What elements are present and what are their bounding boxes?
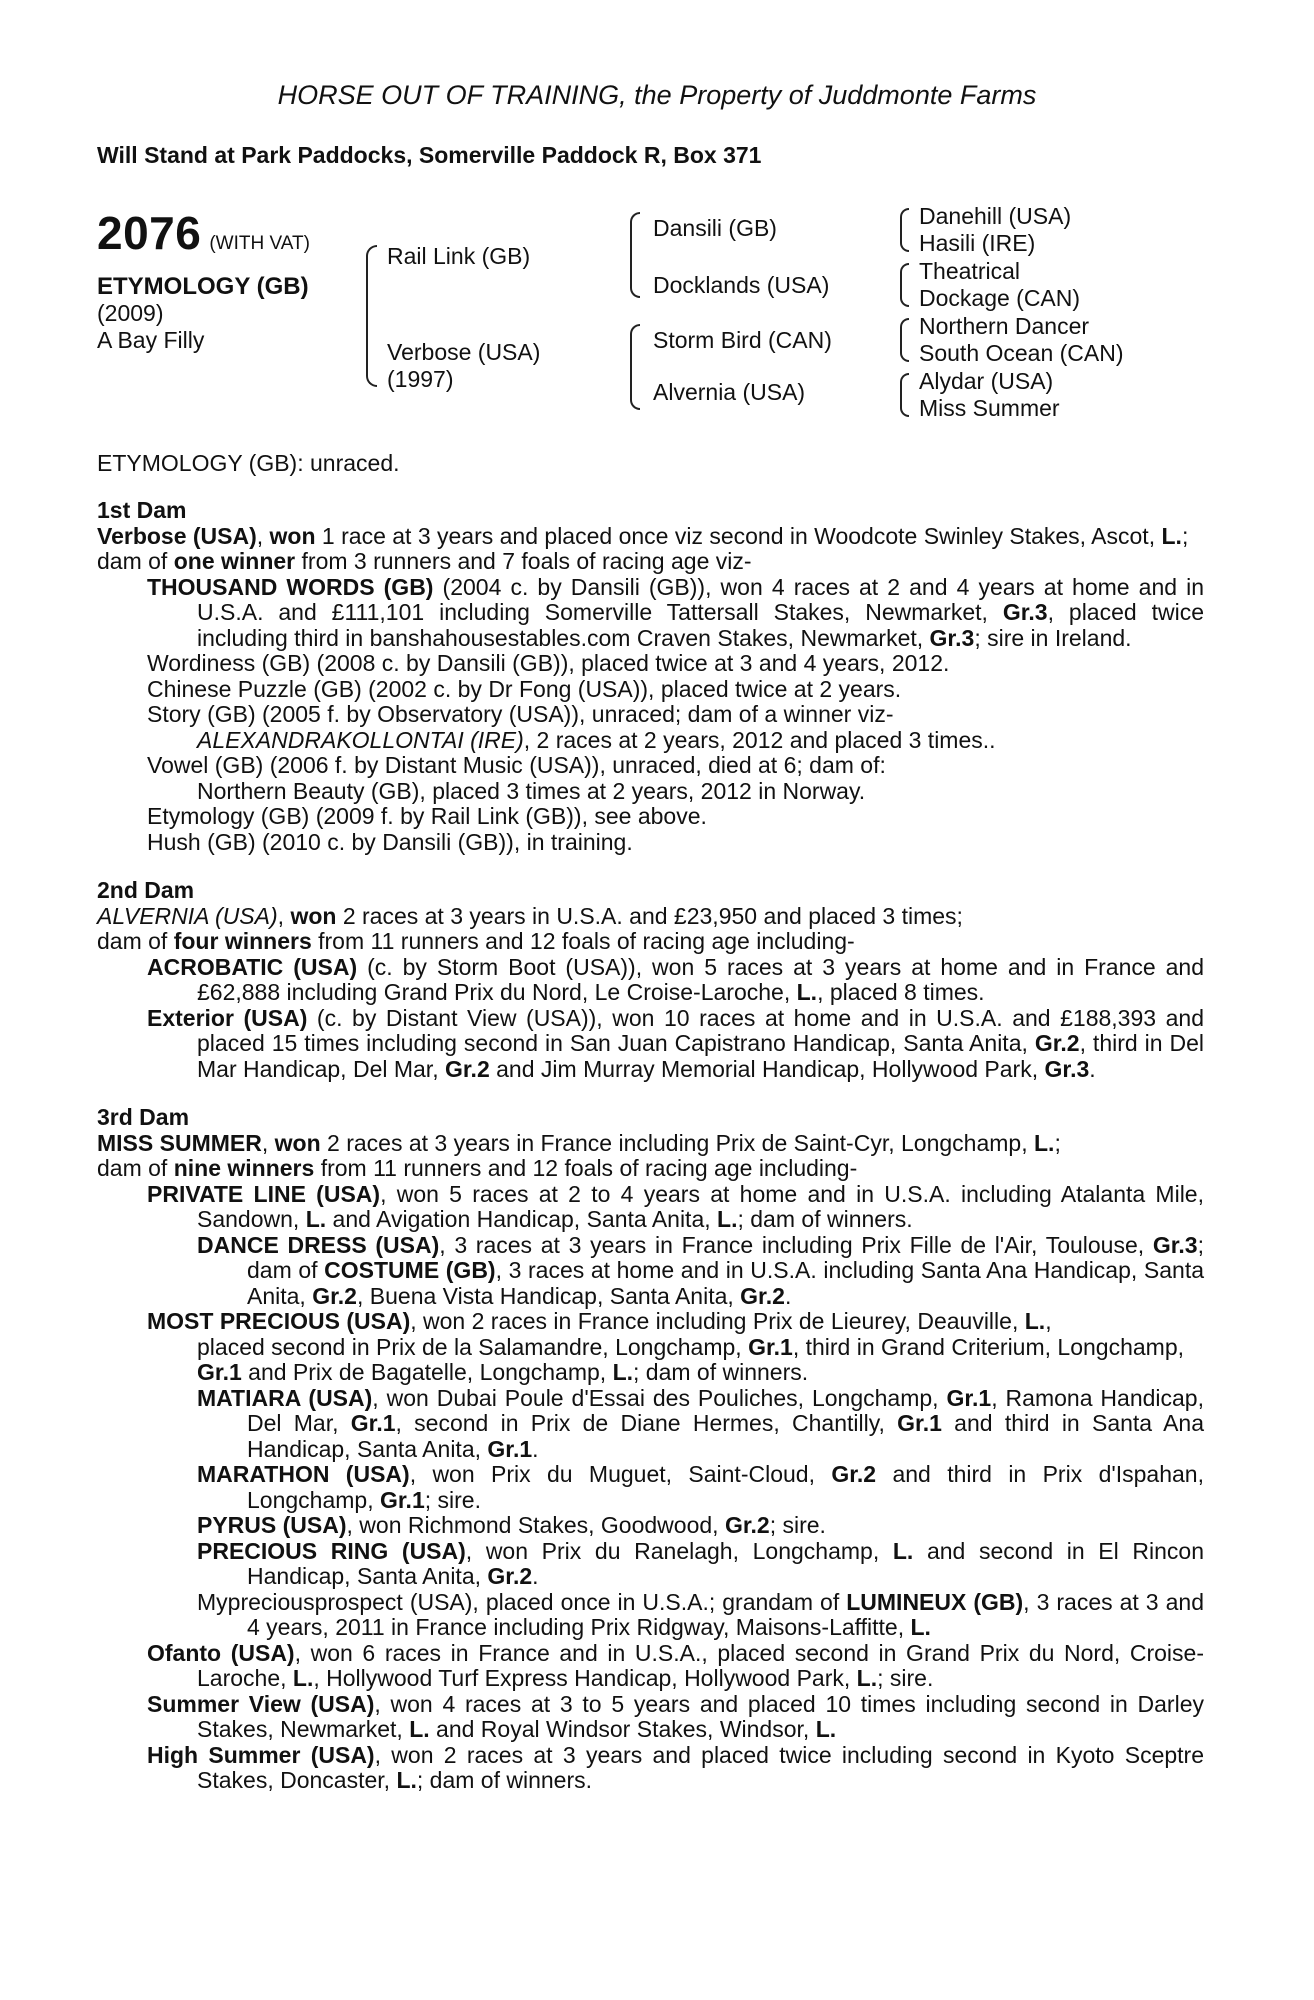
text-segment: L.: [910, 1614, 931, 1640]
text-segment: , won Prix du Ranelagh, Longchamp,: [465, 1537, 893, 1564]
text-segment: Northern Beauty (GB), placed 3 times at 2 years, 2012 in Norway.: [197, 777, 866, 804]
text-segment: PYRUS (USA): [197, 1512, 347, 1538]
text-segment: ,: [277, 902, 291, 929]
text-segment: MATIARA (USA): [197, 1384, 373, 1411]
text-segment: Gr.2: [444, 1055, 490, 1082]
text-segment: , placed 8 times.: [817, 979, 985, 1005]
produce-entry: [97, 1335, 1204, 1386]
text-segment: and third in Santa Ana Handicap, Santa Anita,: [247, 1410, 1204, 1462]
text-segment: nine winners: [173, 1155, 315, 1181]
text-segment: , second in Prix de Diane Hermes, Chantilly,: [395, 1410, 898, 1436]
text-segment: Gr.2: [487, 1563, 533, 1589]
pedigree-dam-sire: Storm Bird (CAN): [653, 327, 832, 353]
text-segment: ACROBATIC (USA): [147, 953, 358, 980]
produce-list: [97, 1182, 1204, 1794]
text-segment: Gr.2: [312, 1282, 357, 1309]
text-segment: L.: [815, 1716, 837, 1742]
text-segment: Gr.1: [197, 1359, 242, 1385]
text-segment: Gr.3: [1152, 1231, 1198, 1258]
text-segment: Gr.2: [831, 1461, 877, 1487]
text-segment: , 2 races at 2 years, 2012 and placed 3 times..: [523, 726, 996, 753]
pedigree-gen3-6: South Ocean (CAN): [919, 340, 1124, 366]
text-segment: , Hollywood Turf Express Handicap, Hollywood Park,: [313, 1665, 857, 1691]
text-segment: 1 race at 3 years and placed once viz second in Woodcote Swinley Stakes, Ascot,: [315, 522, 1162, 549]
pedigree-dam-dam: Alvernia (USA): [653, 379, 806, 405]
text-segment: Exterior (USA): [147, 1004, 308, 1031]
text-segment: won: [290, 902, 337, 929]
horse-year: (2009): [97, 300, 164, 326]
lot-heading: [97, 206, 310, 260]
text-segment: dam of: [97, 928, 174, 954]
text-segment: , Buena Vista Handicap, Santa Anita,: [356, 1282, 741, 1309]
text-segment: Verbose (USA): [97, 522, 257, 549]
text-segment: L.: [856, 1665, 878, 1691]
dam-intro-line: [97, 549, 1204, 575]
text-segment: , won 4 races at 3 to 5 years and placed 10 times including second in Darley Stakes, Newmarket,: [197, 1690, 1204, 1742]
second-dam-section: [97, 878, 1204, 1082]
third-dam-section: [97, 1105, 1204, 1794]
text-segment: (2004 c. by Dansili (GB)), won 4 races at 2 and 4 years at home and in U.S.A. and £111,101 including Somerville Tattersall Stakes, Newmarket,: [197, 573, 1205, 625]
text-segment: , 3 races at home and in U.S.A. including Santa Ana Handicap, Santa Anita,: [247, 1257, 1204, 1309]
text-segment: Gr.3: [1044, 1055, 1090, 1082]
text-segment: .: [532, 1563, 539, 1589]
pedigree-bracket: [366, 245, 377, 387]
text-segment: , 3 races at 3 and 4 years, 2011 in France including Prix Ridgway, Maisons-Laffitte,: [247, 1588, 1204, 1640]
pedigree-dam-year: (1997): [387, 366, 454, 392]
text-segment: ,: [256, 522, 270, 549]
text-segment: Gr.2: [724, 1512, 770, 1538]
text-segment: COSTUME (GB): [324, 1257, 496, 1283]
text-segment: 2 races at 3 years in U.S.A. and £23,950 and placed 3 times;: [336, 902, 963, 929]
produce-entry: [97, 651, 1204, 677]
pedigree-bracket: [900, 263, 909, 307]
text-segment: Gr.1: [897, 1410, 942, 1436]
lot-number: 2076: [97, 207, 202, 259]
text-segment: Gr.3: [929, 624, 975, 651]
text-segment: ALEXANDRAKOLLONTAI (IRE): [197, 726, 524, 753]
text-segment: from 3 runners and 7 foals of racing age viz-: [295, 548, 752, 574]
produce-entry: [97, 955, 1204, 1006]
pedigree-gen3-8: Miss Summer: [919, 395, 1060, 421]
pedigree-gen3-7: Alydar (USA): [919, 368, 1054, 394]
racing-record: ETYMOLOGY (GB): unraced.: [97, 450, 400, 476]
dam-intro: [97, 904, 1204, 955]
text-segment: Gr.1: [946, 1384, 992, 1411]
text-segment: and Prix de Bagatelle, Longchamp,: [241, 1359, 613, 1385]
produce-entry: [97, 1743, 1204, 1794]
produce-entry: [97, 830, 1204, 856]
pedigree-gen3-5: Northern Dancer: [919, 313, 1090, 339]
text-segment: ; sire.: [769, 1512, 826, 1538]
text-segment: ; dam of winners.: [737, 1206, 913, 1232]
text-segment: THOUSAND WORDS (GB): [147, 573, 434, 600]
produce-entry: [97, 1233, 1204, 1310]
produce-entry: [97, 779, 1204, 805]
text-segment: Gr.2: [1034, 1030, 1080, 1056]
text-segment: High Summer (USA): [147, 1741, 375, 1768]
text-segment: DANCE DRESS (USA): [197, 1231, 440, 1258]
dam-intro-line: [97, 1131, 1204, 1157]
produce-entry: [97, 728, 1204, 754]
produce-entry: [97, 1513, 1204, 1539]
text-segment: ;: [1054, 1129, 1061, 1156]
text-segment: , third in Del Mar Handicap, Del Mar,: [197, 1030, 1204, 1082]
produce-entry: [97, 753, 1204, 779]
text-segment: placed second in Prix de la Salamandre, Longchamp,: [197, 1333, 749, 1360]
dam-intro: [97, 1131, 1204, 1182]
produce-record: [97, 498, 1204, 1794]
text-segment: , won 2 races in France including Prix de Lieurey, Deauville,: [410, 1308, 1025, 1334]
pedigree-gen3-3: Theatrical: [919, 258, 1020, 284]
text-segment: Gr.1: [487, 1435, 533, 1462]
text-segment: ,: [1045, 1308, 1052, 1334]
dam-intro-line: [97, 929, 1204, 955]
text-segment: L.: [292, 1665, 314, 1691]
text-segment: from 11 runners and 12 foals of racing age including-: [311, 928, 855, 954]
pedigree-dam: Verbose (USA): [387, 339, 541, 365]
vat-note: (WITH VAT): [209, 233, 310, 254]
text-segment: Etymology (GB) (2009 f. by Rail Link (GB)), see above.: [147, 803, 707, 829]
section-heading: 1st Dam: [97, 497, 187, 523]
text-segment: .: [532, 1435, 539, 1462]
dam-intro-line: [97, 904, 1204, 930]
text-segment: Gr.1: [379, 1486, 425, 1513]
text-segment: L.: [1161, 522, 1182, 549]
dam-intro: [97, 524, 1204, 575]
text-segment: L.: [892, 1537, 914, 1564]
first-dam-section: [97, 498, 1204, 855]
text-segment: , placed twice including third in banshahousestables.com Craven Stakes, Newmarket,: [197, 599, 1204, 651]
text-segment: ; dam of winners.: [633, 1359, 809, 1385]
text-segment: ; sire.: [877, 1665, 934, 1691]
text-segment: , won 2 races at 3 years and placed twice including second in Kyoto Sceptre Stakes, Doncaster,: [197, 1741, 1205, 1793]
text-segment: MOST PRECIOUS (USA): [147, 1308, 411, 1334]
pedigree-bracket: [630, 212, 640, 298]
text-segment: from 11 runners and 12 foals of racing age including-: [314, 1155, 858, 1181]
text-segment: .: [784, 1282, 792, 1309]
text-segment: won: [269, 522, 316, 549]
text-segment: MISS SUMMER: [97, 1129, 262, 1156]
text-segment: Gr.3: [1002, 599, 1048, 625]
produce-entry: [97, 1309, 1204, 1335]
text-segment: Mypreciousprospect (USA), placed once in U.S.A.; grandam of: [197, 1588, 847, 1615]
text-segment: and second in El Rincon Handicap, Santa Anita,: [247, 1537, 1204, 1589]
text-segment: dam of: [97, 548, 174, 574]
produce-entry: [97, 1692, 1204, 1743]
pedigree-bracket: [900, 318, 909, 362]
text-segment: four winners: [173, 928, 312, 954]
pedigree-gen3-4: Dockage (CAN): [919, 285, 1081, 311]
section-heading: 2nd Dam: [97, 877, 195, 903]
produce-entry: [97, 1006, 1204, 1083]
produce-entry: [97, 1462, 1204, 1513]
text-segment: L.: [396, 1767, 417, 1793]
text-segment: Gr.1: [748, 1333, 793, 1360]
pedigree-gen3-1: Danehill (USA): [919, 203, 1072, 229]
text-segment: LUMINEUX (GB): [846, 1588, 1024, 1615]
text-segment: Vowel (GB) (2006 f. by Distant Music (USA)), unraced, died at 6; dam of:: [147, 752, 886, 778]
pedigree-sire: Rail Link (GB): [387, 243, 531, 269]
text-segment: ;: [1181, 522, 1189, 549]
text-segment: and Avigation Handicap, Santa Anita,: [326, 1206, 718, 1232]
text-segment: MARATHON (USA): [197, 1461, 410, 1487]
text-segment: L.: [1033, 1129, 1055, 1156]
text-segment: Hush (GB) (2010 c. by Dansili (GB)), in training.: [147, 828, 633, 855]
text-segment: L.: [717, 1206, 738, 1232]
text-segment: .: [1089, 1055, 1096, 1082]
pedigree-sire-dam: Docklands (USA): [653, 272, 830, 298]
produce-entry: [97, 702, 1204, 728]
text-segment: Summer View (USA): [147, 1690, 375, 1717]
produce-entry: [97, 1386, 1204, 1463]
text-segment: dam of: [97, 1155, 174, 1181]
text-segment: , 3 races at 3 years in France including Prix Fille de l'Air, Toulouse,: [439, 1231, 1153, 1258]
dam-intro-line: [97, 1156, 1204, 1182]
text-segment: Chinese Puzzle (GB) (2002 c. by Dr Fong (USA)), placed twice at 2 years.: [147, 675, 902, 702]
page-title: HORSE OUT OF TRAINING, the Property of Juddmonte Farms: [277, 80, 1037, 110]
section-heading: 3rd Dam: [97, 1104, 190, 1130]
pedigree-sire-sire: Dansili (GB): [653, 215, 777, 241]
text-segment: Ofanto (USA): [147, 1639, 295, 1666]
horse-name: ETYMOLOGY (GB): [97, 273, 309, 300]
text-segment: , won Dubai Poule d'Essai des Pouliches, Longchamp,: [372, 1384, 947, 1411]
produce-entry: [97, 1590, 1204, 1641]
text-segment: L.: [1024, 1308, 1046, 1334]
produce-entry: [97, 1539, 1204, 1590]
text-segment: PRECIOUS RING (USA): [197, 1537, 466, 1564]
text-segment: L.: [305, 1206, 327, 1232]
text-segment: (c. by Storm Boot (USA)), won 5 races at 3 years at home and in France and £62,888 including Grand Prix du Nord, Le Croise-Laroche,: [197, 953, 1204, 1005]
text-segment: 2 races at 3 years in France including Prix de Saint-Cyr, Longchamp,: [320, 1129, 1034, 1156]
text-segment: (c. by Distant View (USA)), won 10 races at home and in U.S.A. and £188,393 and placed 15 times including second in San Juan Capistrano Handicap, Santa Anita,: [197, 1004, 1204, 1056]
produce-entry: [97, 575, 1204, 652]
text-segment: L.: [612, 1359, 634, 1385]
text-segment: Gr.2: [740, 1282, 785, 1309]
produce-list: [97, 575, 1204, 856]
text-segment: Gr.1: [350, 1410, 396, 1436]
text-segment: ; sire.: [424, 1486, 481, 1513]
text-segment: , won Prix du Muguet, Saint-Cloud,: [409, 1461, 832, 1487]
text-segment: Wordiness (GB) (2008 c. by Dansili (GB)), placed twice at 3 and 4 years, 2012.: [147, 650, 950, 676]
text-segment: L.: [796, 979, 818, 1005]
text-segment: one winner: [173, 548, 296, 574]
text-segment: L.: [409, 1716, 430, 1742]
text-segment: ; sire in Ireland.: [974, 624, 1132, 651]
stand-location: Will Stand at Park Paddocks, Somerville Paddock R, Box 371: [97, 142, 762, 168]
produce-entry: [97, 1641, 1204, 1692]
text-segment: , won Richmond Stakes, Goodwood,: [346, 1512, 725, 1538]
text-segment: ALVERNIA (USA): [97, 902, 278, 929]
pedigree-bracket: [630, 324, 640, 410]
text-segment: ; dam of: [247, 1231, 1204, 1283]
text-segment: and Royal Windsor Stakes, Windsor,: [429, 1716, 816, 1742]
text-segment: , Ramona Handicap, Del Mar,: [247, 1384, 1204, 1436]
produce-entry: [97, 677, 1204, 703]
text-segment: ; dam of winners.: [416, 1767, 593, 1793]
dam-intro-line: [97, 524, 1204, 550]
text-segment: won: [274, 1129, 321, 1156]
pedigree-bracket: [900, 208, 909, 252]
produce-entry: [97, 804, 1204, 830]
text-segment: , won 5 races at 2 to 4 years at home and in U.S.A. including Atalanta Mile, Sandown,: [197, 1180, 1204, 1232]
produce-list: [97, 955, 1204, 1083]
text-segment: , third in Grand Criterium, Longchamp,: [792, 1333, 1184, 1360]
text-segment: Story (GB) (2005 f. by Observatory (USA)), unraced; dam of a winner viz-: [147, 701, 894, 727]
pedigree-bracket: [900, 373, 909, 417]
text-segment: and Jim Murray Memorial Handicap, Hollywood Park,: [489, 1055, 1045, 1082]
text-segment: , won 6 races in France and in U.S.A., placed second in Grand Prix du Nord, Croise-Laroche,: [197, 1639, 1204, 1691]
text-segment: and third in Prix d'Ispahan, Longchamp,: [247, 1461, 1204, 1513]
pedigree-gen3-2: Hasili (IRE): [919, 230, 1036, 256]
text-segment: PRIVATE LINE (USA): [147, 1180, 381, 1207]
horse-description: A Bay Filly: [97, 327, 205, 353]
text-segment: ,: [261, 1129, 275, 1156]
produce-entry: [97, 1182, 1204, 1233]
